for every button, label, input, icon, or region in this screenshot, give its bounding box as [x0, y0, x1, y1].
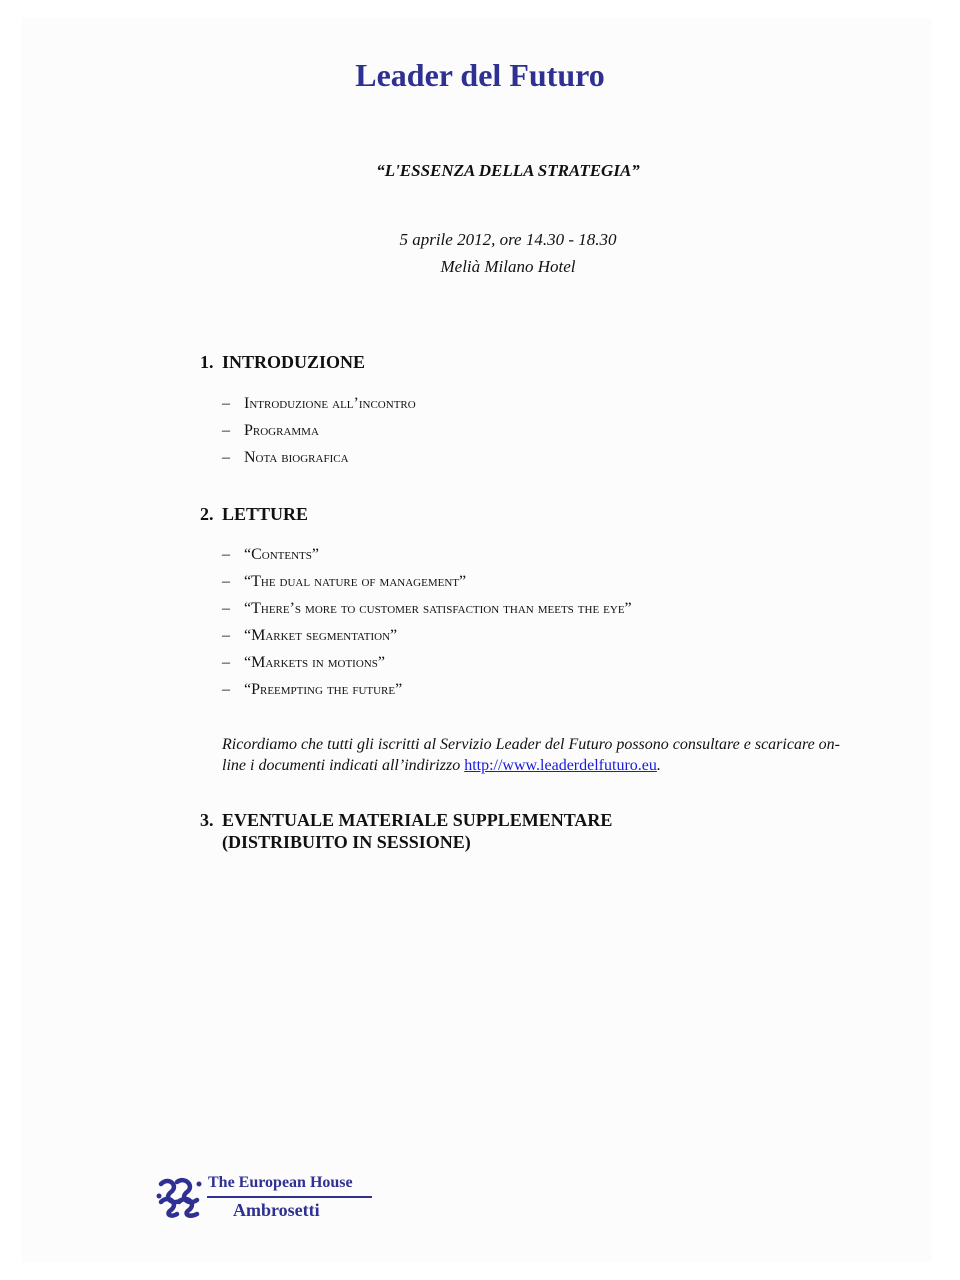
website-link[interactable]: http://www.leaderdelfuturo.eu — [464, 757, 657, 774]
event-datetime: 5 aprile 2012, ore 14.30 - 18.30 — [399, 230, 617, 249]
section-title-line2: (DISTRIBUITO IN SESSIONE) — [222, 832, 471, 852]
list-item — [222, 595, 632, 622]
note-text: Ricordiamo che tutti gli iscritti al Servizio Leader del Futuro possono consultare e scaricare on-line i documenti indicati all’indirizzo — [222, 736, 840, 774]
section-title: EVENTUALE MATERIALE SUPPLEMENTARE — [222, 810, 613, 830]
list-item-text: “There’s more to customer satisfaction than meets the eye” — [244, 600, 632, 617]
section-heading-materiale — [200, 809, 612, 853]
section-title: LETTURE — [222, 504, 309, 524]
list-item — [222, 676, 632, 703]
dash-bullet: – — [222, 449, 230, 466]
dash-bullet: – — [222, 627, 230, 644]
logo-text-bottom: Ambrosetti — [233, 1200, 320, 1220]
list-item-text: “Market segmentation” — [244, 627, 398, 644]
list-item — [222, 390, 416, 417]
ambrosetti-logo — [155, 1173, 375, 1223]
event-venue: Melià Milano Hotel — [440, 257, 576, 276]
dash-bullet: – — [222, 422, 230, 439]
dash-bullet: – — [222, 681, 230, 698]
list-item — [222, 417, 416, 444]
section-number: 2. — [200, 504, 214, 524]
note-text-end: . — [656, 757, 661, 774]
section-list-letture — [222, 541, 632, 703]
logo-divider — [207, 1196, 372, 1198]
document-subtitle: “L'ESSENZA DELLA STRATEGIA” — [376, 161, 640, 180]
logo-text-top: The European House — [208, 1174, 353, 1191]
list-item — [222, 444, 416, 471]
ambrosetti-logo-mark-icon — [155, 1176, 203, 1218]
list-item — [222, 649, 632, 676]
list-item-text: “Markets in motions” — [244, 654, 385, 671]
dash-bullet: – — [222, 573, 230, 590]
list-item — [222, 622, 632, 649]
section-list-introduzione — [222, 390, 416, 471]
list-item-text: Programma — [244, 422, 319, 439]
section-number: 1. — [200, 352, 214, 372]
list-item-text: Introduzione all’incontro — [244, 395, 416, 412]
list-item-text: “Preempting the future” — [244, 681, 403, 698]
event-info — [0, 226, 960, 280]
dash-bullet: – — [222, 654, 230, 671]
section-heading-letture — [200, 503, 308, 525]
list-item — [222, 541, 632, 568]
dash-bullet: – — [222, 600, 230, 617]
document-title: Leader del Futuro — [355, 57, 605, 93]
section-heading-introduzione — [200, 351, 365, 373]
access-note — [222, 734, 862, 776]
section-title: INTRODUZIONE — [222, 352, 366, 372]
dash-bullet: – — [222, 395, 230, 412]
list-item — [222, 568, 632, 595]
section-number: 3. — [200, 810, 214, 830]
list-item-text: “The dual nature of management” — [244, 573, 467, 590]
list-item-text: “Contents” — [244, 546, 319, 563]
dash-bullet: – — [222, 546, 230, 563]
list-item-text: Nota biografica — [244, 449, 349, 466]
